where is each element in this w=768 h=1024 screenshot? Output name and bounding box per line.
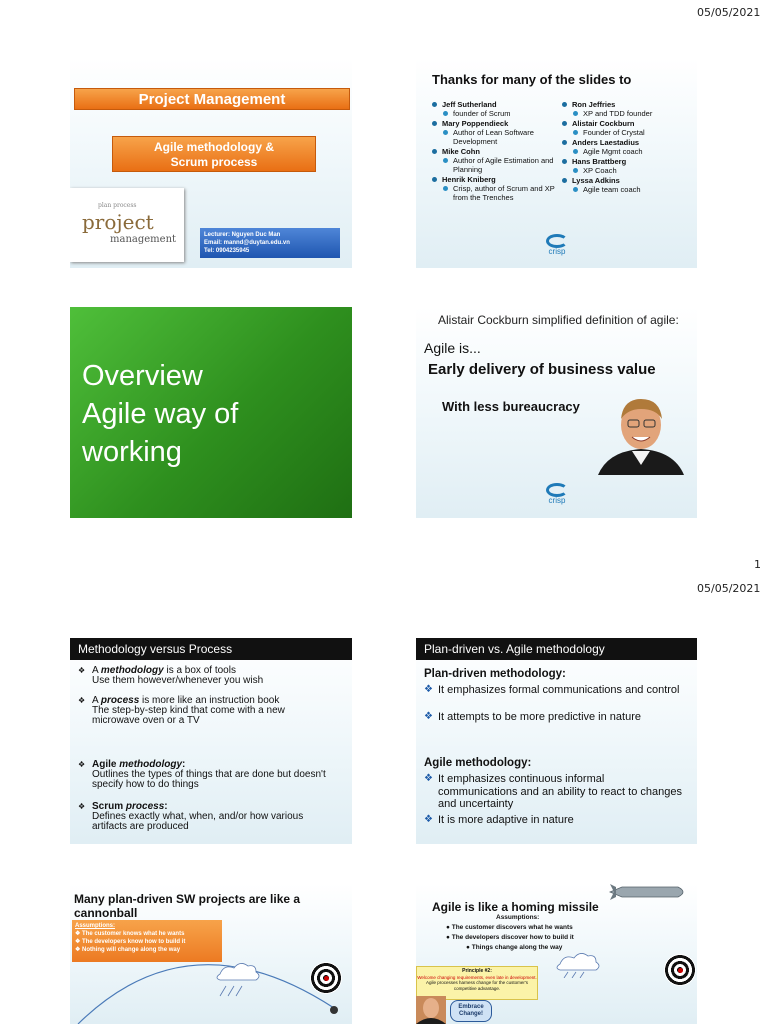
person-portrait-image [598,395,684,475]
bullet-emphasis: methodology [100,665,164,676]
bullet-text: : [164,801,168,812]
bullet-methodology [78,666,348,686]
slide5-header: Methodology versus Process [70,638,352,660]
plan-driven-heading: Plan-driven methodology: [424,668,566,680]
project-logo-image [70,188,184,262]
agile-item: ❖ It is more adaptive in nature [424,814,686,827]
missile-icon [608,884,690,900]
principle-text: Agile processes harness change for the customer's competitive advantage. [426,980,528,991]
target-icon [310,962,342,994]
slide3-title [82,357,238,471]
plan-driven-item: ❖ It attempts to be more predictive in nature [424,711,686,724]
slide-2 [416,58,697,268]
slide7-title-line2: cannonball [74,906,138,920]
lecturer-email: Email: mannd@duytan.edu.vn [204,240,290,246]
assumption-item: ● The developers discover how to build it [446,934,574,941]
bullet-text: Scrum [92,801,126,812]
slide2-title: Thanks for many of the slides to [432,72,632,87]
logo-small-text: plan process [98,202,137,209]
lecturer-tel: Tel: 0904235945 [204,248,250,254]
assumptions-label: Assumptions: [75,923,116,929]
slide1-subtitle-line1: Agile methodology & [154,140,274,154]
credit-name: Henrik Kniberg [432,175,562,184]
credits-right-column [562,100,692,195]
bullet-text: A [92,665,101,676]
slide-7 [70,884,352,1024]
assumption-item: ● The customer discovers what he wants [446,924,573,931]
logo-sub: management [110,234,177,245]
credit-name: Mary Poppendieck [432,119,562,128]
bullet-scrum-process [78,802,328,832]
bullet-process [78,696,318,726]
cannonball-trajectory-diagram [70,954,352,1024]
bullet-text: is a box of tools [163,665,236,676]
assumption-item: ● Things change along the way [466,944,563,951]
lecturer-name: Lecturer: Nguyen Duc Man [204,232,281,238]
slide-8 [416,884,697,1024]
assumptions-label: Assumptions: [496,914,540,921]
crisp-logo-text: crisp [548,247,566,256]
principle-title: Principle #2: [462,968,492,974]
slide4-lead: Agile is... [424,340,481,356]
credit-name: Anders Laestadius [562,138,692,147]
credit-desc: Crisp, author of Scrum and XP from the Trenches [432,184,562,202]
credit-desc: founder of Scrum [432,109,562,118]
page2-date: 05/05/2021 [697,582,761,595]
principle-highlight: Welcome changing requirements, even late in development. [417,974,537,980]
slide1-subtitle-line2: Scrum process [170,155,258,169]
credit-name: Ron Jeffries [562,100,692,109]
embrace-change-bubble: Embrace Change! [450,1000,492,1022]
credit-name: Mike Cohn [432,147,562,156]
crisp-logo-icon [542,483,572,505]
slide3-line1: Overview [82,360,203,392]
assumption-item: ❖ The customer knows what he wants [75,931,185,937]
bullet-text: A [92,695,101,706]
slide-1 [70,58,352,268]
credit-desc: XP Coach [562,166,692,175]
bullet-emphasis: process [125,801,165,812]
lecturer-box [200,228,340,258]
logo-word: project [82,210,154,234]
slide7-title [74,892,300,920]
credit-desc: Agile team coach [562,185,692,194]
page-number: 1 [754,558,761,571]
bullet-emphasis: methodology [119,759,183,770]
page1-date: 05/05/2021 [697,6,761,19]
bullet-text: : [182,759,186,770]
credit-desc: XP and TDD founder [562,109,692,118]
slide7-title-line1: Many plan-driven SW projects are like a [74,892,301,906]
credit-name: Lyssa Adkins [562,176,692,185]
cloud-icon [554,950,604,978]
agile-item: ❖ It emphasizes continuous informal communications and an ability to react to changes and uncertainty [424,773,686,811]
credit-desc: Author of Lean Software Development [432,128,562,146]
slide4-point2: With less bureaucracy [442,399,580,414]
credit-name: Jeff Sutherland [432,100,562,109]
slide4-intro: Alistair Cockburn simplified definition of agile: [438,313,679,327]
crisp-logo-text: crisp [548,496,566,505]
slide-6 [416,638,697,844]
bullet-emphasis: process [100,695,140,706]
credit-name: Hans Brattberg [562,157,692,166]
credit-desc: Founder of Crystal [562,128,692,137]
assumption-item: ❖ Nothing will change along the way [75,947,181,953]
bullet-detail: Outlines the types of things that are done but doesn't specify how to do things [92,769,326,790]
crisp-logo-icon [542,234,572,256]
slide1-subtitle [112,136,316,172]
credit-name: Alistair Cockburn [562,119,692,128]
target-icon [664,954,696,986]
bullet-detail: Use them however/whenever you wish [92,675,264,686]
credit-desc: Agile Mgmt coach [562,147,692,156]
bullet-text: Agile [92,759,120,770]
bullet-detail: The step-by-step kind that come with a new microwave oven or a TV [92,705,285,726]
slide4-point1: Early delivery of business value [428,361,656,378]
bullet-detail: Defines exactly what, when, and/or how various artifacts are produced [92,811,304,832]
person-photo-image [416,996,446,1024]
plan-driven-item: ❖ It emphasizes formal communications and control [424,684,686,697]
bullet-agile-methodology [78,760,350,790]
bullet-text: is more like an instruction book [139,695,280,706]
slide6-header: Plan-driven vs. Agile methodology [416,638,697,660]
credit-desc: Author of Agile Estimation and Planning [432,156,562,174]
slide1-title: Project Management [74,88,350,110]
principle-box [416,966,538,1000]
agile-heading: Agile methodology: [424,757,532,769]
slide-4 [416,307,697,518]
credits-left-column [432,100,562,203]
slide-3 [70,307,352,518]
slide-5 [70,638,352,844]
assumption-item: ❖ The developers know how to build it [75,939,186,945]
slide8-title: Agile is like a homing missile [432,900,599,914]
slide3-line3: working [82,436,182,468]
slide3-line2: Agile way of [82,398,239,430]
